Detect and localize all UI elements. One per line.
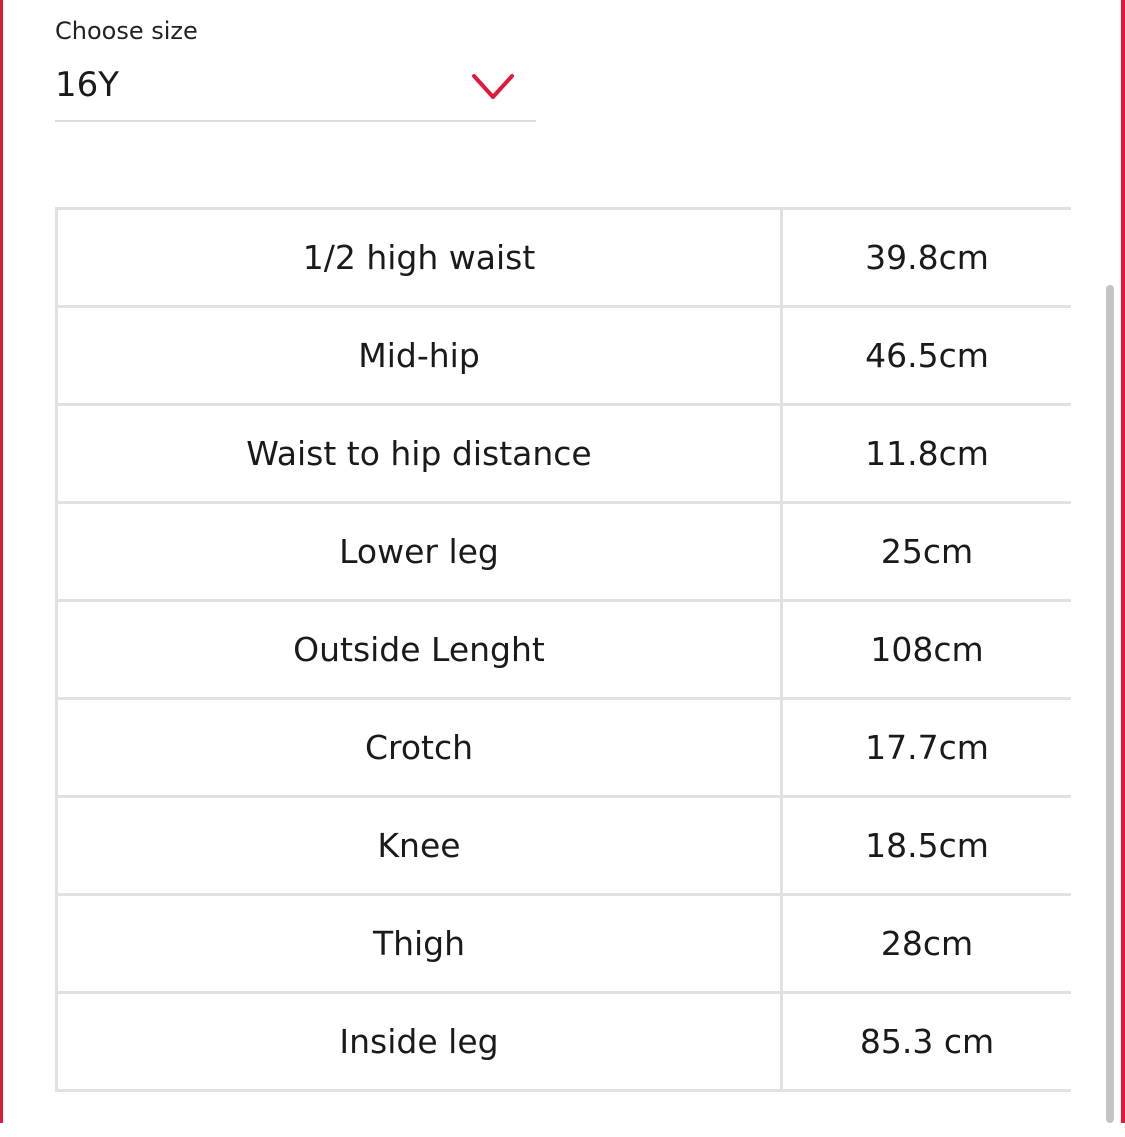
measurement-value: 17.7cm (782, 699, 1072, 797)
measurement-value: 85.3 cm (782, 993, 1072, 1091)
table-row (57, 307, 1072, 405)
measurement-value: 108cm (782, 601, 1072, 699)
left-accent-border (0, 0, 3, 1123)
measurement-value: 18.5cm (782, 797, 1072, 895)
table-row (57, 503, 1072, 601)
measurement-value: 28cm (782, 895, 1072, 993)
table-row (57, 405, 1072, 503)
measurement-name: Crotch (57, 699, 782, 797)
measurement-name: Inside leg (57, 993, 782, 1091)
measurement-name: Waist to hip distance (57, 405, 782, 503)
measurement-name: Outside Lenght (57, 601, 782, 699)
measurement-table (55, 207, 1071, 1092)
measurement-value: 11.8cm (782, 405, 1072, 503)
scrollbar[interactable] (1104, 285, 1116, 1123)
table-row (57, 699, 1072, 797)
measurement-value: 25cm (782, 503, 1072, 601)
measurement-name: Mid-hip (57, 307, 782, 405)
chevron-down-icon[interactable] (469, 70, 517, 104)
measurement-name: Lower leg (57, 503, 782, 601)
size-dropdown[interactable] (55, 56, 536, 122)
measurement-name: Knee (57, 797, 782, 895)
table-row (57, 209, 1072, 307)
size-label: Choose size (55, 17, 198, 45)
scrollbar-thumb[interactable] (1106, 285, 1114, 1123)
measurement-name: 1/2 high waist (57, 209, 782, 307)
measurement-value: 46.5cm (782, 307, 1072, 405)
table-row (57, 895, 1072, 993)
right-accent-border (1121, 0, 1125, 1123)
measurement-value: 39.8cm (782, 209, 1072, 307)
size-chart (55, 207, 1071, 1137)
table-row (57, 797, 1072, 895)
size-selected-value: 16Y (55, 65, 120, 105)
table-row (57, 601, 1072, 699)
measurement-name: Thigh (57, 895, 782, 993)
table-row (57, 993, 1072, 1091)
